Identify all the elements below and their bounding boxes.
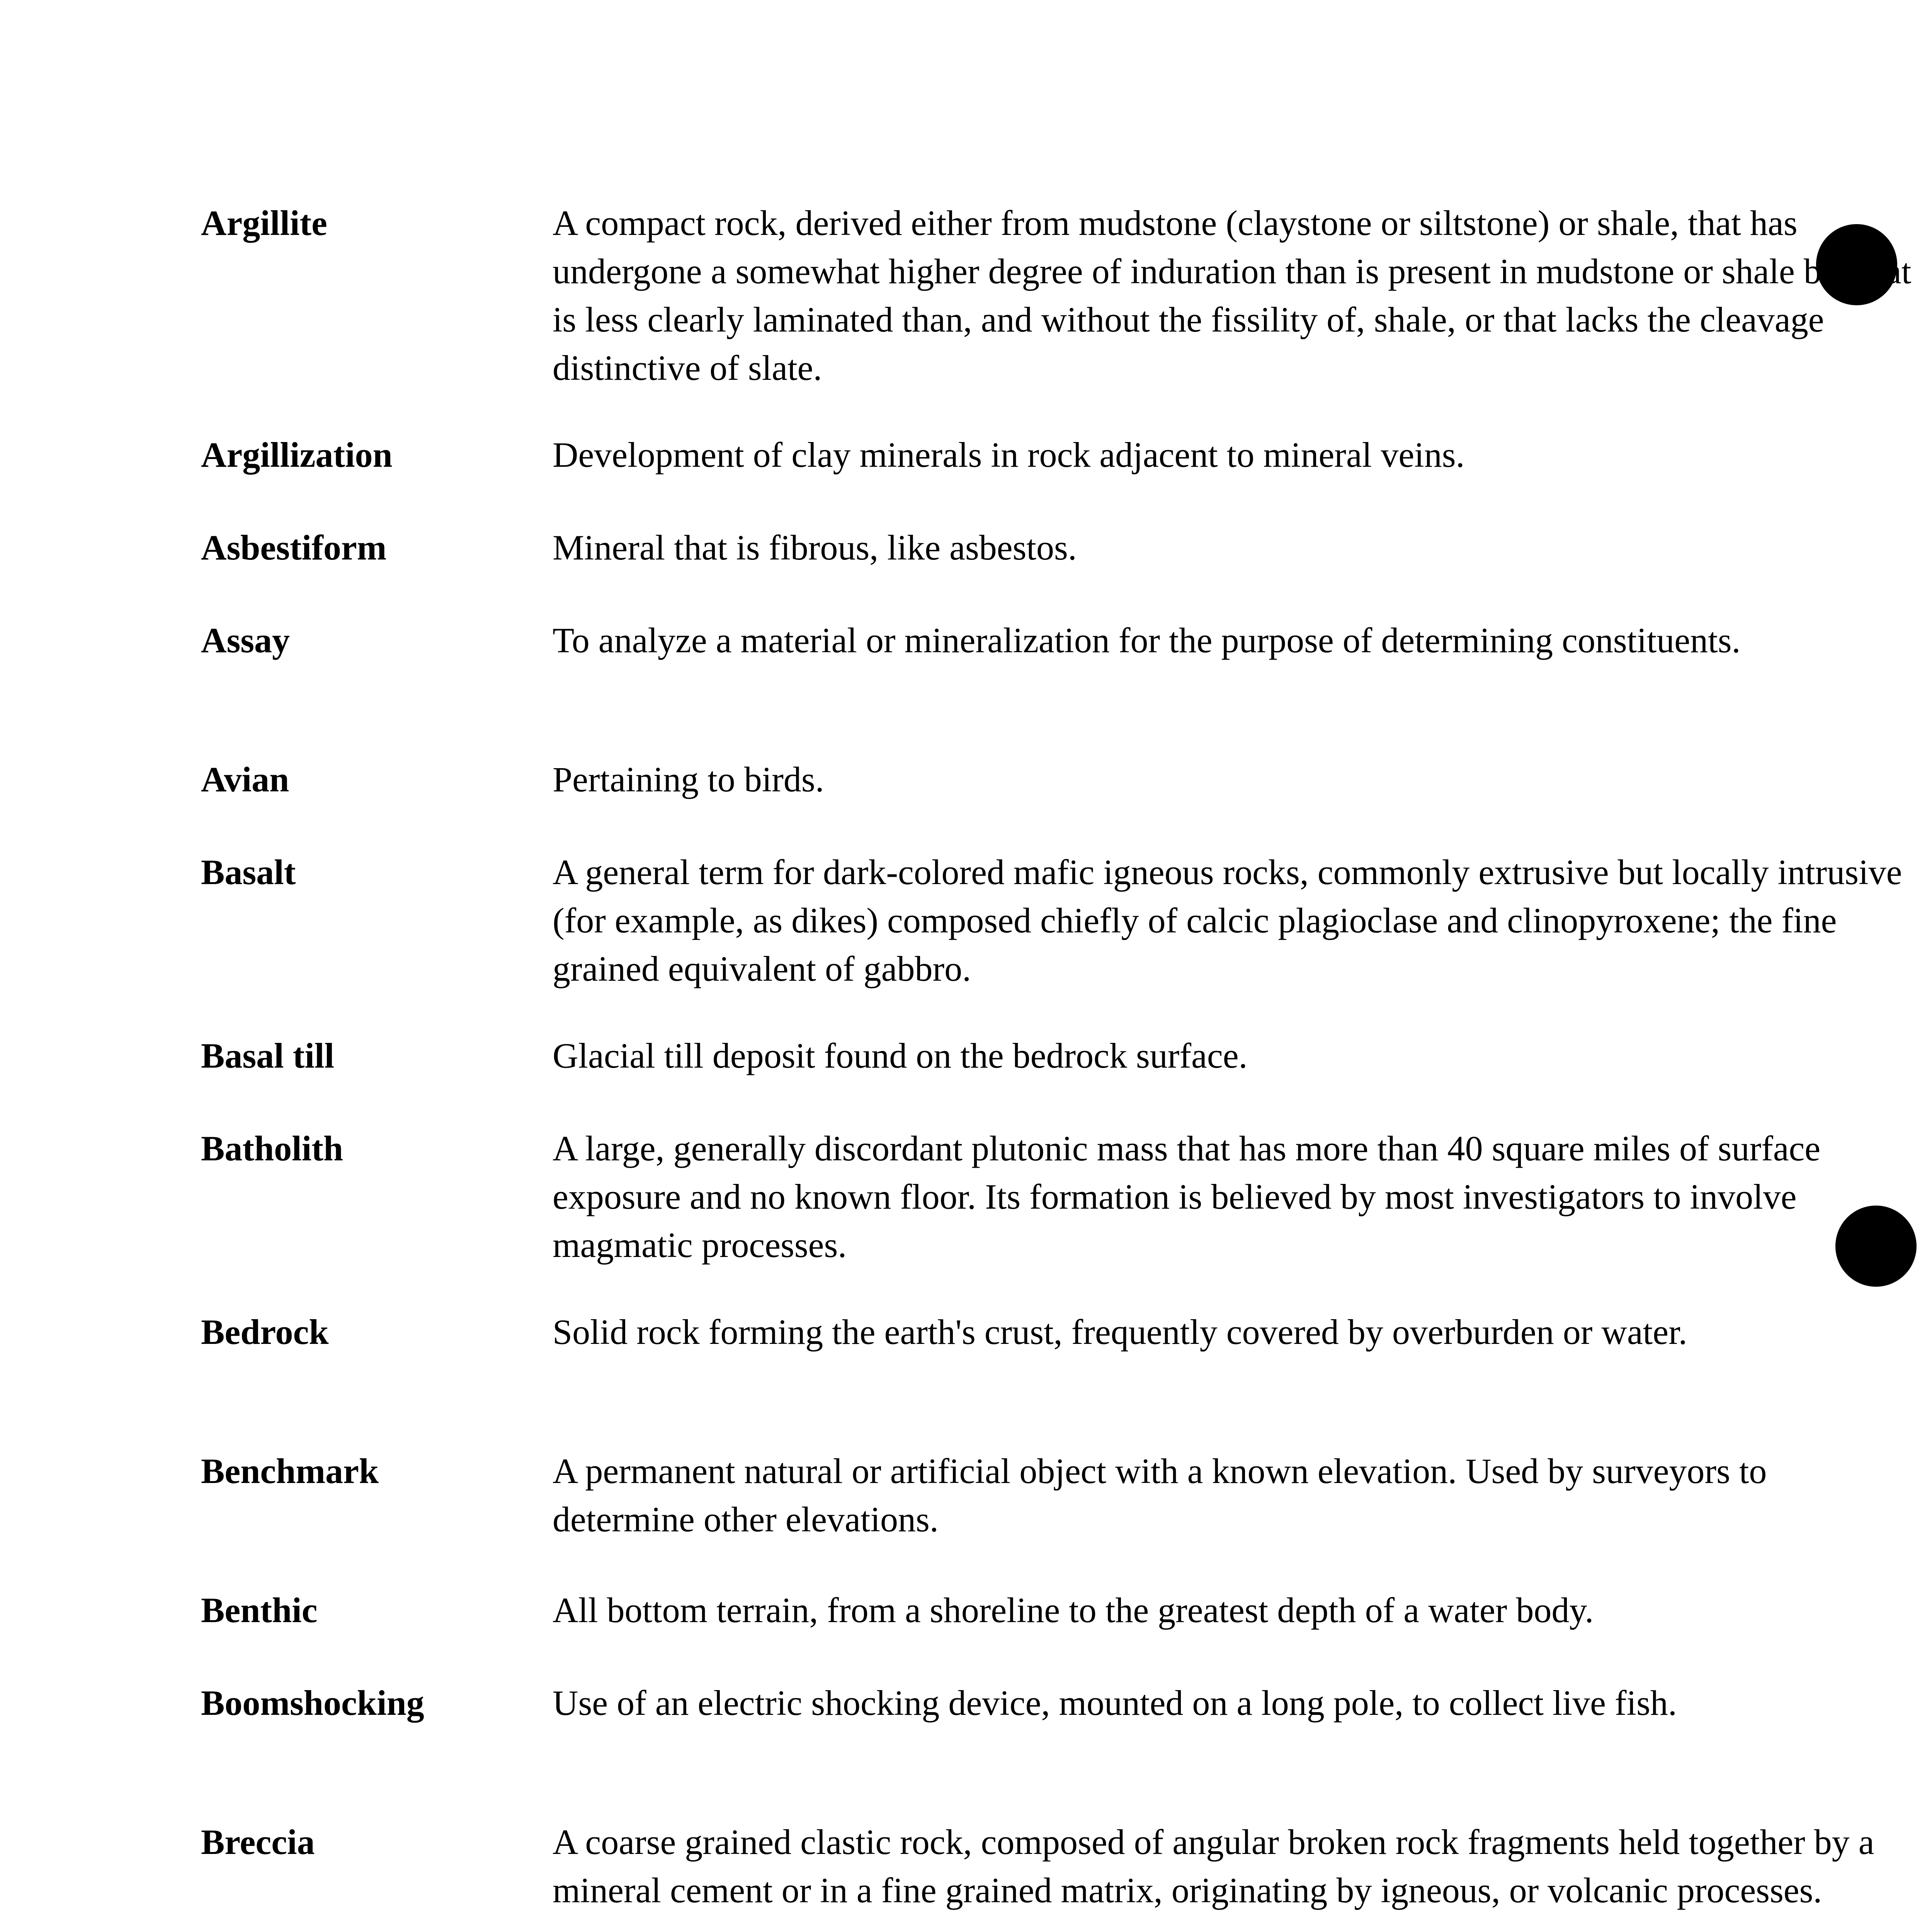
glossary-term: Breccia	[201, 1822, 315, 1862]
glossary-definition: A permanent natural or artificial object with a known elevation. Used by surveyors to determine other elevations.	[553, 1451, 1767, 1539]
glossary-definition: Pertaining to birds.	[553, 760, 824, 799]
glossary-term: Basalt	[201, 852, 296, 892]
glossary-definition: Development of clay minerals in rock adjacent to mineral veins.	[553, 435, 1465, 474]
glossary-definition: Mineral that is fibrous, like asbestos.	[553, 528, 1077, 567]
glossary-definition: A large, generally discordant plutonic mass that has more than 40 square miles of surface exposure and no known floor. Its formation is believed by most investigators to involve magmatic processes.	[553, 1129, 1821, 1265]
glossary-term: Argillization	[201, 435, 393, 474]
glossary-definition: A compact rock, derived either from mudstone (claystone or siltstone) or shale, that has undergone a somewhat higher degree of induration than is present in mudstone or shale but that is less clearly laminated than, and without the fissility of, shale, or that lacks the cleavage distinctive of slate.	[553, 203, 1912, 388]
glossary-definition: A coarse grained clastic rock, composed of angular broken rock fragments held together by a mineral cement or in a fine grained matrix, originating by igneous, or volcanic processes.	[553, 1822, 1874, 1910]
glossary-definition: Use of an electric shocking device, mounted on a long pole, to collect live fish.	[553, 1683, 1677, 1723]
glossary-term: Batholith	[201, 1129, 344, 1168]
glossary-term: Assay	[201, 621, 290, 660]
glossary-term: Benchmark	[201, 1451, 379, 1491]
glossary-definition: All bottom terrain, from a shoreline to the greatest depth of a water body.	[553, 1590, 1594, 1630]
glossary-term: Benthic	[201, 1590, 318, 1630]
glossary-term: Boomshocking	[201, 1683, 424, 1723]
glossary-term: Asbestiform	[201, 528, 387, 567]
glossary-definition: Glacial till deposit found on the bedrock surface.	[553, 1036, 1248, 1075]
glossary-definition: To analyze a material or mineralization for the purpose of determining constituents.	[553, 621, 1741, 660]
glossary-term: Avian	[201, 760, 289, 799]
glossary-term: Basal till	[201, 1036, 335, 1075]
glossary-definition: A general term for dark-colored mafic igneous rocks, commonly extrusive but locally intrusive (for example, as dikes) composed chiefly of calcic plagioclase and clinopyroxene; the fine grained equivalent of gabbro.	[553, 852, 1902, 988]
glossary-term: Bedrock	[201, 1312, 329, 1352]
glossary-definition: Solid rock forming the earth's crust, frequently covered by overburden or water.	[553, 1312, 1687, 1352]
glossary-term: Argillite	[201, 203, 327, 243]
